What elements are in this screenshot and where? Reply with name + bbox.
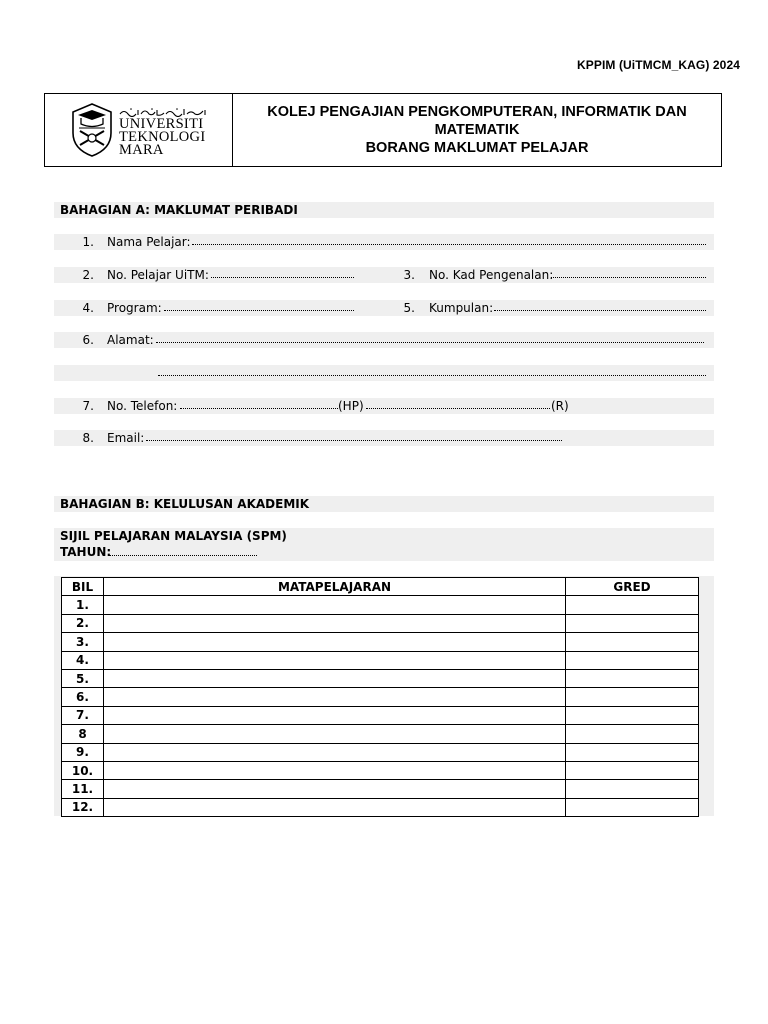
- row-number: 10.: [62, 761, 104, 779]
- table-row: [62, 633, 699, 651]
- field-number: 3.: [403, 268, 415, 282]
- grades-table: [61, 577, 699, 817]
- nama-input-line[interactable]: [192, 234, 706, 245]
- grade-cell[interactable]: [566, 596, 699, 614]
- kad-input-line[interactable]: [551, 267, 706, 278]
- table-row: [62, 725, 699, 743]
- form-header: [44, 93, 722, 167]
- logo-text-line3: MARA: [119, 142, 164, 158]
- grade-cell[interactable]: [566, 633, 699, 651]
- document-reference: KPPIM (UiTMCM_KAG) 2024: [577, 58, 740, 72]
- tahun-input-line[interactable]: [109, 545, 257, 556]
- field-alamat-row: [54, 332, 714, 348]
- row-number: 4.: [62, 651, 104, 669]
- telefon-r-suffix: (R): [551, 399, 569, 413]
- tahun-row: [54, 544, 714, 560]
- subject-cell[interactable]: [104, 743, 566, 761]
- table-row: [62, 614, 699, 632]
- email-label: Email:: [107, 431, 145, 445]
- header-title: [233, 94, 721, 166]
- subject-cell[interactable]: [104, 596, 566, 614]
- alamat-input-line-2[interactable]: [158, 365, 706, 376]
- program-input-line[interactable]: [164, 300, 354, 311]
- row-number: 11.: [62, 780, 104, 798]
- table-row: [62, 706, 699, 724]
- section-b-band: [54, 496, 714, 512]
- row-number: 1.: [62, 596, 104, 614]
- kad-label: No. Kad Pengenalan:: [429, 268, 554, 282]
- subject-cell[interactable]: [104, 614, 566, 632]
- table-row: [62, 761, 699, 779]
- grade-cell[interactable]: [566, 725, 699, 743]
- kumpulan-input-line[interactable]: [494, 300, 706, 311]
- field-number: 4.: [82, 301, 94, 315]
- program-label: Program:: [107, 301, 162, 315]
- table-row: [62, 743, 699, 761]
- subject-cell[interactable]: [104, 761, 566, 779]
- header-title-line1: KOLEJ PENGAJIAN PENGKOMPUTERAN, INFORMATIK DAN: [267, 104, 687, 120]
- row-number: 9.: [62, 743, 104, 761]
- subject-cell[interactable]: [104, 633, 566, 651]
- column-header-gred: GRED: [566, 578, 699, 596]
- logo-text-line2: TEKNOLOGI: [119, 129, 206, 145]
- field-number: 1.: [82, 235, 94, 249]
- kumpulan-label: Kumpulan:: [429, 301, 494, 315]
- row-number: 8: [62, 725, 104, 743]
- field-nama-row: [54, 234, 714, 250]
- table-row: [62, 596, 699, 614]
- field-number: 6.: [82, 333, 94, 347]
- row-number: 12.: [62, 798, 104, 816]
- field-telefon-row: [54, 398, 714, 414]
- section-a-title: BAHAGIAN A: MAKLUMAT PERIBADI: [60, 203, 298, 217]
- column-header-bil: BIL: [62, 578, 104, 596]
- grade-cell[interactable]: [566, 780, 699, 798]
- uitm-logo: [45, 94, 233, 166]
- subject-cell[interactable]: [104, 798, 566, 816]
- header-title-line2: MATEMATIK: [434, 122, 520, 138]
- field-number: 2.: [82, 268, 94, 282]
- table-row: [62, 651, 699, 669]
- header-title-line3: BORANG MAKLUMAT PELAJAR: [365, 140, 589, 156]
- alamat-label: Alamat:: [107, 333, 154, 347]
- no-pelajar-input-line[interactable]: [211, 267, 354, 278]
- spm-title: SIJIL PELAJARAN MALAYSIA (SPM): [60, 529, 287, 543]
- table-row: [62, 688, 699, 706]
- field-email-row: [54, 430, 714, 446]
- grade-cell[interactable]: [566, 651, 699, 669]
- row-number: 2.: [62, 614, 104, 632]
- uitm-crest-icon: [67, 101, 117, 159]
- grade-cell[interactable]: [566, 761, 699, 779]
- column-header-matapelajaran: MATAPELAJARAN: [104, 578, 566, 596]
- subject-cell[interactable]: [104, 669, 566, 687]
- email-input-line[interactable]: [146, 430, 562, 441]
- section-b-title: BAHAGIAN B: KELULUSAN AKADEMIK: [60, 497, 310, 511]
- row-number: 3.: [62, 633, 104, 651]
- field-number: 5.: [403, 301, 415, 315]
- grades-table-wrap: [54, 576, 714, 816]
- grade-cell[interactable]: [566, 706, 699, 724]
- telefon-label: No. Telefon:: [107, 399, 178, 413]
- field-alamat-row-2: [54, 365, 714, 381]
- field-program-kumpulan-row: [54, 300, 714, 316]
- subject-cell[interactable]: [104, 651, 566, 669]
- spm-band: [54, 528, 714, 561]
- nama-label: Nama Pelajar:: [107, 235, 191, 249]
- table-row: [62, 780, 699, 798]
- table-row: [62, 798, 699, 816]
- field-number: 8.: [82, 431, 94, 445]
- grade-cell[interactable]: [566, 614, 699, 632]
- telefon-r-input-line[interactable]: [366, 398, 550, 409]
- section-a-band: [54, 202, 714, 218]
- subject-cell[interactable]: [104, 725, 566, 743]
- no-pelajar-label: No. Pelajar UiTM:: [107, 268, 209, 282]
- table-row: [62, 669, 699, 687]
- subject-cell[interactable]: [104, 706, 566, 724]
- field-pelajar-kad-row: [54, 267, 714, 283]
- grade-cell[interactable]: [566, 688, 699, 706]
- grades-table-header: [62, 578, 699, 596]
- tahun-label: TAHUN:: [60, 545, 112, 559]
- row-number: 6.: [62, 688, 104, 706]
- grade-cell[interactable]: [566, 743, 699, 761]
- field-number: 7.: [82, 399, 94, 413]
- subject-cell[interactable]: [104, 688, 566, 706]
- telefon-hp-input-line[interactable]: [180, 398, 338, 409]
- row-number: 5.: [62, 669, 104, 687]
- alamat-input-line-1[interactable]: [156, 332, 704, 343]
- row-number: 7.: [62, 706, 104, 724]
- logo-text-line1: UNIVERSITI: [119, 116, 204, 132]
- subject-cell[interactable]: [104, 780, 566, 798]
- telefon-hp-suffix: (HP): [338, 399, 364, 413]
- grade-cell[interactable]: [566, 669, 699, 687]
- grade-cell[interactable]: [566, 798, 699, 816]
